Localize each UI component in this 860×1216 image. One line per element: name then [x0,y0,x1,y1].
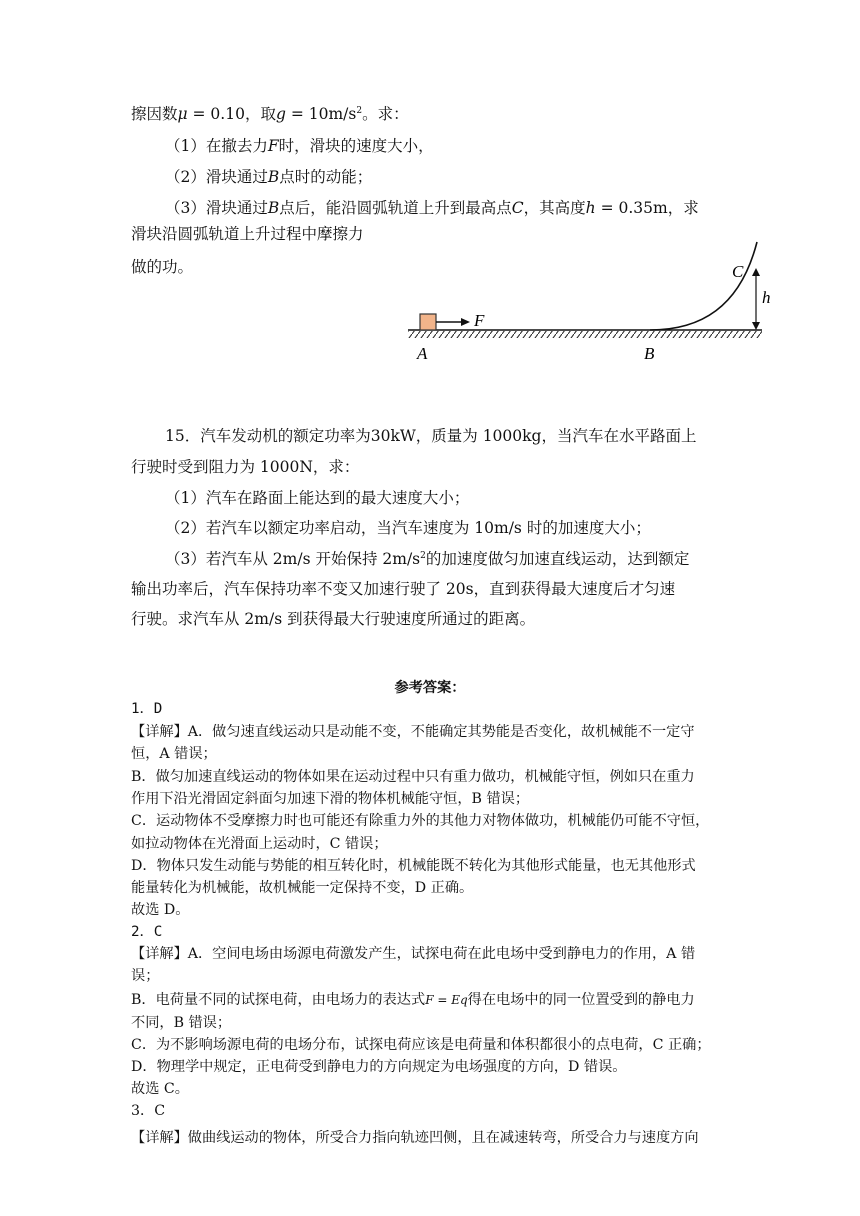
q15-sub-3: （3）若汽车从 2m/s 开始保持 $2m/s^2$的加速度做匀加速直线运动，达到额定 [165,550,690,568]
answer-3-number: 3．C [131,1103,166,1119]
q14-sub-2: （2）滑块通过B点时的动能； [165,168,373,186]
answer-1-number: 1．D [131,701,163,717]
q15-sub-1: （1）汽车在路面上能达到的最大速度大小； [165,489,470,507]
answer-1-line-1: 【详解】A．做匀速直线运动只是动能不变，不能确定其势能是否变化，故机械能不一定守 [131,724,695,740]
answer-3-line-1: 【详解】做曲线运动的物体，所受合力指向轨迹凹侧，且在减速转弯，所受合力与速度方向 [131,1130,699,1146]
force-arrow-head [461,318,470,326]
q14-sub-3-line-2: 滑块沿圆弧轨道上升过程中摩擦力 [131,225,364,243]
answer-2-line-2: 误； [131,968,160,984]
q15-sub-2: （2）若汽车以额定功率启动，当汽车速度为 10m/s 时的加速度大小； [165,519,651,537]
track-diagram [400,238,780,368]
answer-2-line-5: C．为不影响场源电荷的电场分布，试探电荷应该是电荷量和体积都很小的点电荷，C 正确； [131,1037,711,1053]
answer-2-number: 2．C [131,924,163,940]
q15-line-2: 行驶时受到阻力为 1000N，求： [131,458,360,476]
answer-1-line-7: D．物体只发生动能与势能的相互转化时，机械能既不转化为其他形式能量，也无其他形式 [131,858,696,874]
circular-arc-track [650,242,757,330]
answer-1-line-3: B．做匀加速直线运动的物体如果在运动过程中只有重力做功，机械能守恒，例如只在重力 [131,769,695,785]
label-B: B [644,344,655,363]
answer-2-line-7: 故选 C。 [131,1081,189,1097]
answer-2-line-6: D．物理学中规定，正电荷受到静电力的方向规定为电场强度的方向，D 错误。 [131,1059,627,1075]
ground-hatching [408,331,762,338]
answer-1-line-6: 如拉动物体在光滑面上运动时，C 错误； [131,836,388,852]
q14-line-1: 擦因数μ = 0.10，取$g = 10m/s^2$。求： [131,105,409,123]
q14-sub-3-line-3: 做的功。 [131,258,194,276]
answer-1-line-8: 能量转化为机械能，故机械能一定保持不变，D 正确。 [131,880,474,896]
label-h: h [762,288,771,307]
label-A: A [417,344,428,363]
answer-1-line-2: 恒，A 错误； [131,746,217,762]
answer-1-line-5: C．运动物体不受摩擦力时也可能还有除重力外的其他力对物体做功，机械能仍可能不守恒， [131,813,710,829]
q14-sub-1: （1）在撤去力F时，滑块的速度大小， [165,137,434,155]
answer-2-line-3: B．电荷量不同的试探电荷，由电场力的表达式F = Eq得在电场中的同一位置受到的静电力 [131,992,695,1008]
answer-1-line-9: 故选 D。 [131,902,190,918]
q15-sub-3-line-2: 输出功率后，汽车保持功率不变又加速行驶了 20s，直到获得最大速度后才匀速 [131,580,676,598]
height-arrow-bottom [752,322,760,330]
q15-line-1: 15．汽车发动机的额定功率为30kW，质量为 1000kg，当汽车在水平路面上 [165,427,697,445]
answers-title: 参考答案： [394,680,466,696]
answer-2-line-4: 不同，B 错误； [131,1015,232,1031]
label-F: F [474,311,485,330]
slider-block [420,314,436,330]
label-C: C [732,262,744,281]
answer-2-line-1: 【详解】A．空间电场由场源电荷激发产生，试探电荷在此电场中受到静电力的作用，A 错 [131,946,696,962]
q15-sub-3-line-3: 行驶。求汽车从 2m/s 到获得最大行驶速度所通过的距离。 [131,610,536,628]
answer-1-line-4: 作用下沿光滑固定斜面匀加速下滑的物体机械能守恒，B 错误； [131,791,530,807]
height-arrow-top [752,268,760,276]
q14-sub-3: （3）滑块通过B点后，能沿圆弧轨道上升到最高点C，其高度h = 0.35m，求 [165,199,699,217]
